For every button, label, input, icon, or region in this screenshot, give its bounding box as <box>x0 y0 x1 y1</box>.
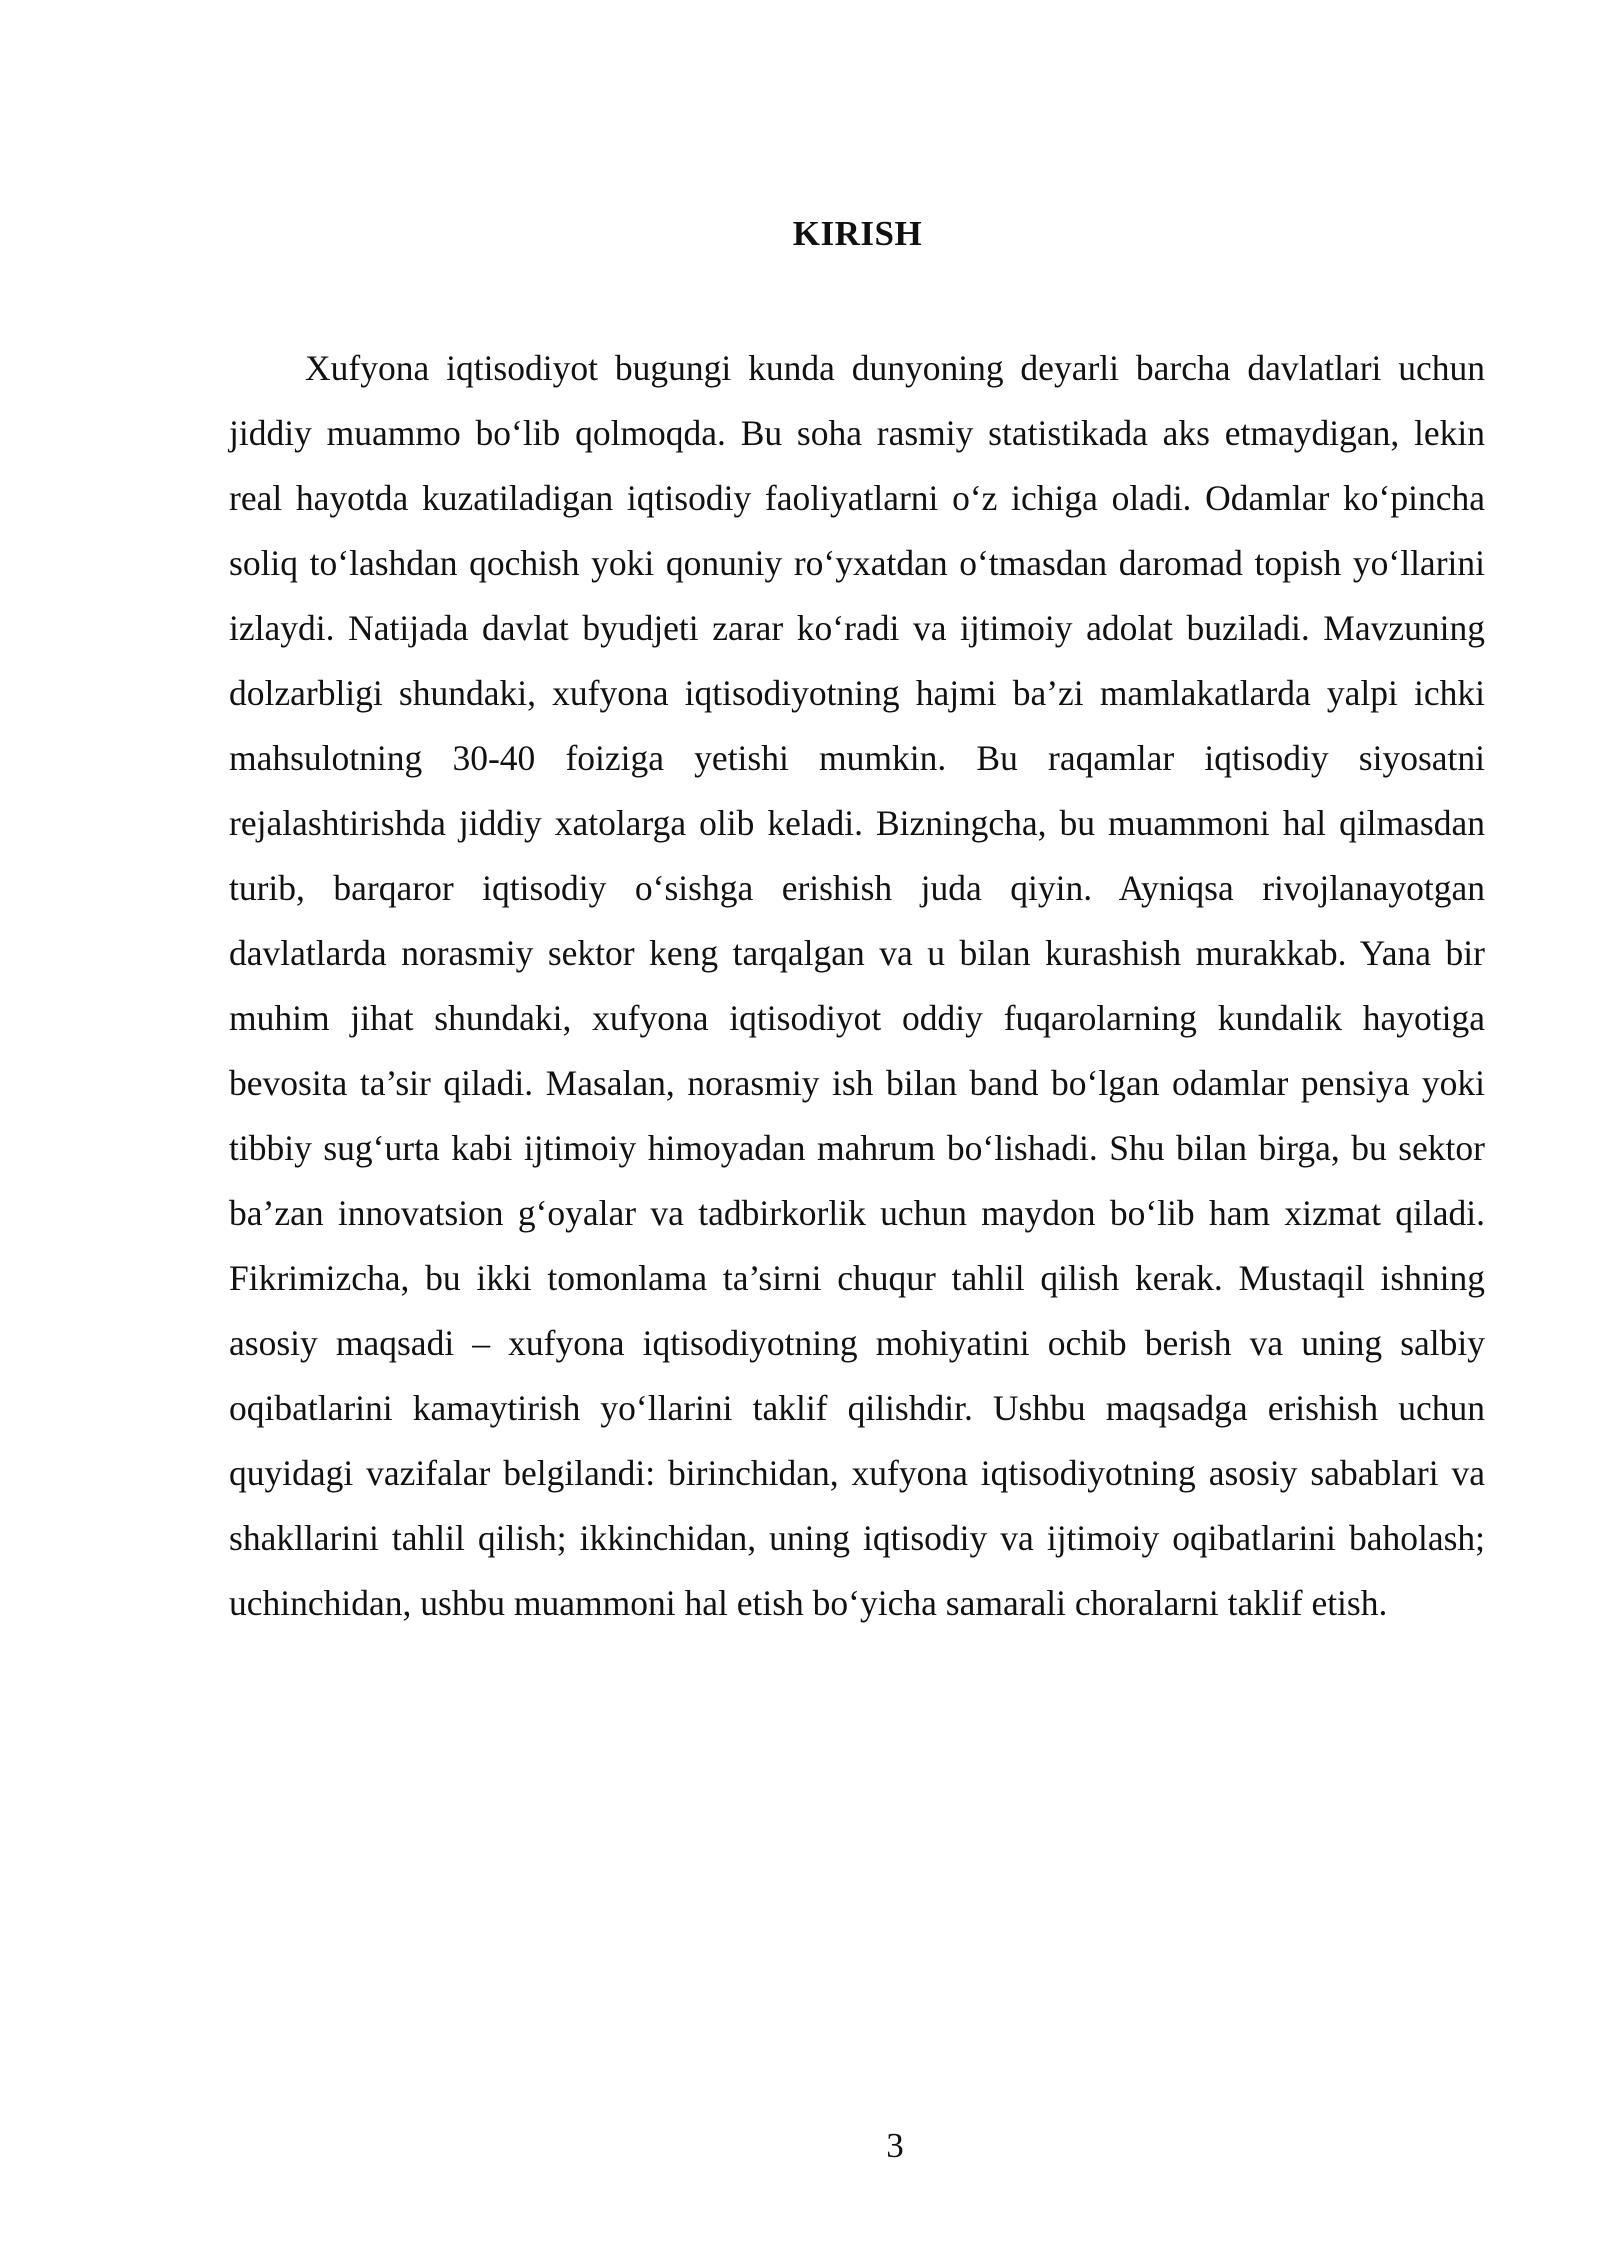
section-heading: KIRISH <box>792 214 923 253</box>
body-paragraph: Xufyona iqtisodiyot bugungi kunda dunyoning deyarli barcha davlatlari uchun jiddiy muammo bo‘lib qolmoqda. Bu soha rasmiy statistikada aks etmaydigan, lekin real hayotda kuzatiladigan iqtisodiy faoliyatlarni o‘z ichiga oladi. Odamlar ko‘pincha soliq to‘lashdan qochish yoki qonuniy ro‘yxatdan o‘tmasdan daromad topish yo‘llarini izlaydi. Natijada davlat byudjeti zarar ko‘radi va ijtimoiy adolat buziladi. Mavzuning dolzarbligi shundaki, xufyona iqtisodiyotning hajmi ba’zi mamlakatlarda yalpi ichki mahsulotning 30-40 foiziga yetishi mumkin. Bu raqamlar iqtisodiy siyosatni rejalashtirishda jiddiy xatolarga olib keladi. Bizningcha, bu muammoni hal qilmasdan turib, barqaror iqtisodiy o‘sishga erishish juda qiyin. Ayniqsa rivojlanayotgan davlatlarda norasmiy sektor keng tarqalgan va u bilan kurashish murakkab. Yana bir muhim jihat shundaki, xufyona iqtisodiyot oddiy fuqarolarning kundalik hayotiga bevosita ta’sir qiladi. Masalan, norasmiy ish bilan band bo‘lgan odamlar pensiya yoki tibbiy sug‘urta kabi ijtimoiy himoyadan mahrum bo‘lishadi. Shu bilan birga, bu sektor ba’zan innovatsion g‘oyalar va tadbirkorlik uchun maydon bo‘lib ham xizmat qiladi. Fikrimizcha, bu ikki tomonlama ta’sirni chuqur tahlil qilish kerak. Mustaqil ishning asosiy maqsadi – xufyona iqtisodiyotning mohiyatini ochib berish va uning salbiy oqibatlarini kamaytirish yo‘llarini taklif qilishdir. Ushbu maqsadga erishish uchun quyidagi vazifalar belgilandi: birinchidan, xufyona iqtisodiyotning asosiy sabablari va shakllarini tahlil qilish; ikkinchidan, uning iqtisodiy va ijtimoiy oqibatlarini baholash; uchinchidan, ushbu muammoni hal etish bo‘yicha samarali choralarni taklif etish. <box>229 348 1485 1623</box>
page-number: 3 <box>886 2126 904 2165</box>
